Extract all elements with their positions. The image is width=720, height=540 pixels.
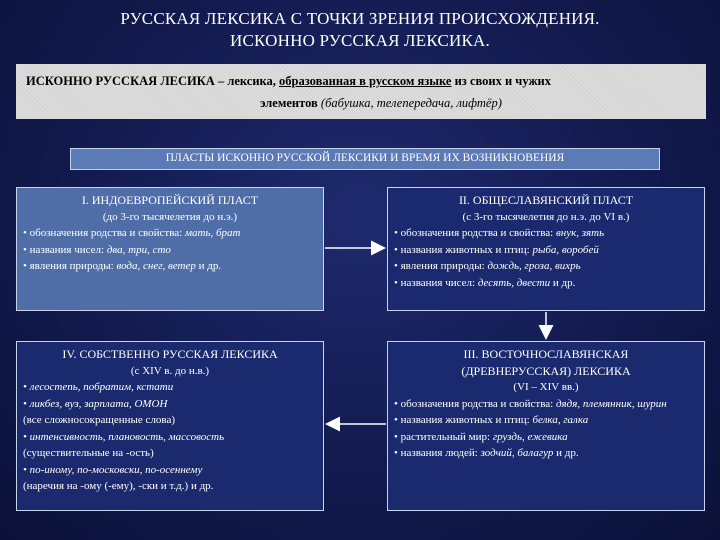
list-item: • по-иному, по-московски, по-осеннему xyxy=(23,462,317,479)
definition-underlined: образованная в русском языке xyxy=(279,74,452,88)
definition-box xyxy=(16,64,706,119)
east-slavic-title-2: (ДРЕВНЕРУССКАЯ) ЛЕКСИКА xyxy=(461,363,631,378)
common-slavic-title: II. ОБЩЕСЛАВЯНСКИЙ ПЛАСТ xyxy=(458,193,634,207)
slide-title xyxy=(40,8,680,52)
layers-header: ПЛАСТЫ ИСКОННО РУССКОЙ ЛЕКСИКИ И ВРЕМЯ ИХ ВОЗНИКНОВЕНИЯ xyxy=(70,148,660,170)
list-item: • названия чисел: десять, двести и др. xyxy=(394,275,698,292)
title-line-1: РУССКАЯ ЛЕКСИКА С ТОЧКИ ЗРЕНИЯ ПРОИСХОЖДЕНИЯ. xyxy=(120,9,600,28)
indo-title: I. ИНДОЕВРОПЕЙСКИЙ ПЛАСТ xyxy=(81,193,259,207)
list-item: • обозначения родства и свойства: внук, зять xyxy=(394,225,698,242)
list-item: • обозначения родства и свойства: мать, брат xyxy=(23,225,317,242)
russian-title: IV. СОБСТВЕННО РУССКАЯ ЛЕКСИКА xyxy=(62,347,278,361)
list-item: • явления природы: вода, снег, ветер и др. xyxy=(23,258,317,275)
list-item: • растительный мир: груздь, ежевика xyxy=(394,429,698,446)
list-item: • названия людей: зодчий, балагур и др. xyxy=(394,445,698,462)
definition-tail: из своих и чужих xyxy=(451,74,551,88)
definition-examples: (бабушка, телепередача, лифтёр) xyxy=(320,96,502,110)
list-item: • явления природы: дождь, гроза, вихрь xyxy=(394,258,698,275)
common-slavic-box xyxy=(387,187,705,311)
common-slavic-period: (с 3-го тысячелетия до н.э. до VI в.) xyxy=(462,210,630,223)
list-item-note: (все сложносокращенные слова) xyxy=(23,414,176,426)
russian-proper-box xyxy=(16,341,324,511)
definition-line2: элементов xyxy=(260,96,321,110)
list-item: • интенсивность, плановость, массовость xyxy=(23,429,317,446)
list-item-note: (существительные на -ость) xyxy=(23,447,154,459)
definition-term: ИСКОННО РУССКАЯ ЛЕСИКА xyxy=(26,74,215,88)
definition-dash: – лексика, xyxy=(214,74,280,88)
indo-european-box xyxy=(16,187,324,311)
list-item-note: (наречия на -ому (-ему), -ски и т.д.) и др. xyxy=(23,480,214,492)
list-item: • обозначения родства и свойства: дядя, племянник, шурин xyxy=(394,396,698,413)
east-slavic-period: (VI – XIV вв.) xyxy=(513,381,579,393)
list-item: • названия животных и птиц: рыба, воробей xyxy=(394,242,698,259)
list-item: • названия животных и птиц: белка, галка xyxy=(394,412,698,429)
list-item: • названия чисел: два, три, сто xyxy=(23,242,317,259)
title-line-2: ИСКОННО РУССКАЯ ЛЕКСИКА. xyxy=(230,31,490,50)
east-slavic-title-1: III. ВОСТОЧНОСЛАВЯНСКАЯ xyxy=(463,347,629,361)
east-slavic-box xyxy=(387,341,705,511)
list-item: • ликбез, вуз, зарплата, ОМОН xyxy=(23,396,317,413)
list-item: • лесостепь, побратим, кстати xyxy=(23,379,317,396)
indo-period: (до 3-го тысячелетия до н.э.) xyxy=(102,210,238,223)
russian-period: (с XIV в. до н.в.) xyxy=(130,364,210,377)
